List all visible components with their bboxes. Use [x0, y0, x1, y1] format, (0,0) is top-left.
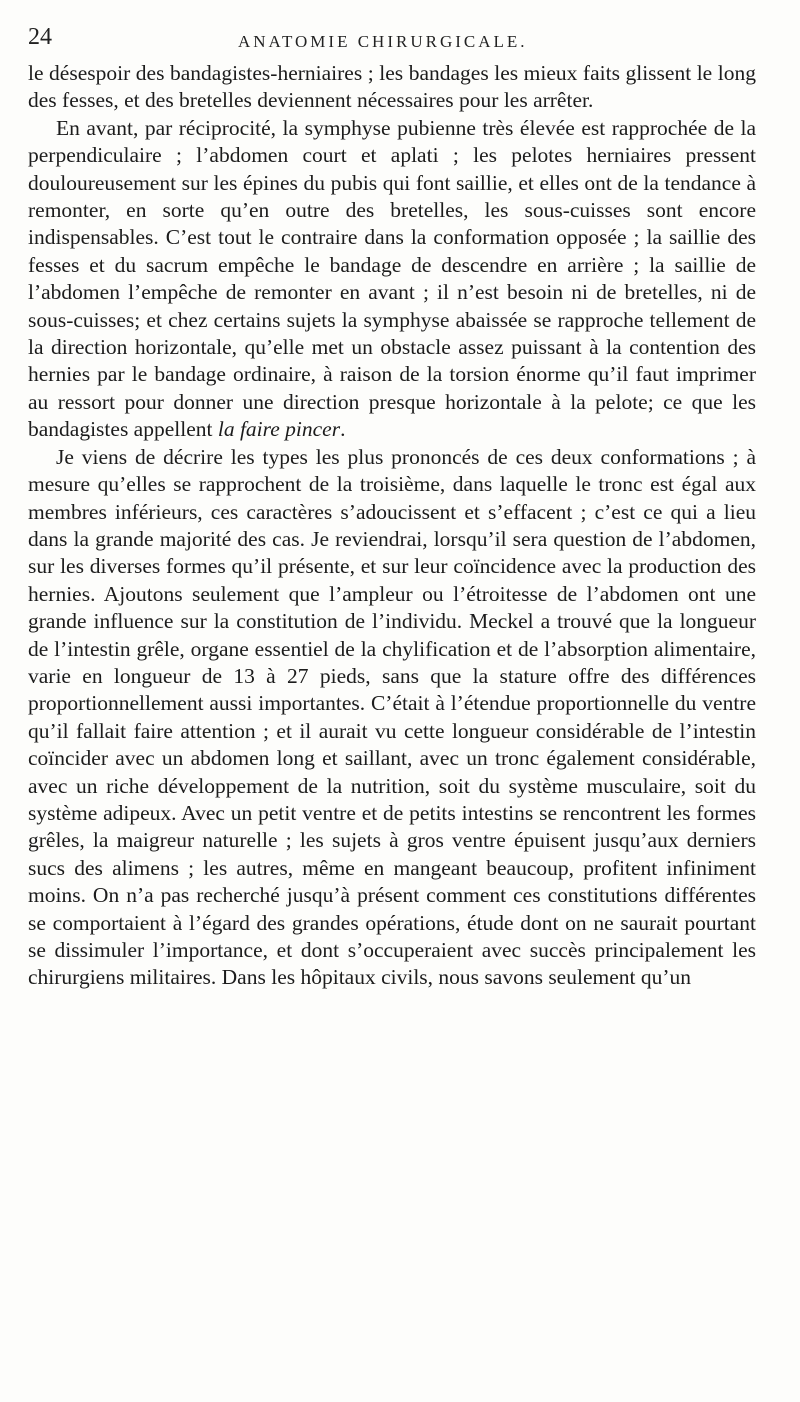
body-text [28, 60, 756, 992]
paragraph-text: En avant, par réciprocité, la symphyse pubienne très élevée est rapprochée de la perpendiculaire ; l’abdomen court et aplati ; les pelotes herniaires pressent douloureusement sur les épines du pubis qui font saillie, et elles ont de la tendance à remonter, en sorte qu’en outre des bretelles, les sous-cuisses sont encore indispensables. C’est tout le contraire dans la conformation opposée ; la saillie des fesses et du sacrum empêche le bandage de descendre en arrière ; la saillie de l’abdomen l’empêche de remonter en avant ; il n’est besoin ni de bretelles, ni de sous-cuisses; et chez certains sujets la symphyse abaissée se rapproche tellement de la direction horizontale, qu’elle met un obstacle assez puissant à la contention des hernies par le bandage ordinaire, à raison de la torsion énorme qu’il faut imprimer au ressort pour donner une direction presque horizontale à la pelote; ce que les bandagistes appellent [28, 115, 756, 442]
running-title: ANATOMIE CHIRURGICALE. [238, 32, 528, 51]
italic-phrase: la faire pincer [217, 417, 341, 442]
paragraph-continuation: le désespoir des bandagistes-herniaires ; les bandages les mieux faits glissent le long des fesses, et des bretelles deviennent nécessaires pour les arrêter. [28, 61, 756, 113]
paragraph-types: Je viens de décrire les types les plus prononcés de ces deux conformations ; à mesure qu’elles se rapprochent de la troisième, dans laquelle le tronc est égal aux membres inférieurs, ces caractères s’adoucissent et s’effacent ; c’est ce qui a lieu dans la grande majorité des cas. Je reviendrai, lorsqu’il sera question de l’abdomen, sur les diverses formes qu’il présente, et sur leur coïncidence avec la production des hernies. Ajoutons seulement que l’ampleur ou l’étroitesse de l’abdomen ont une grande influence sur la constitution de l’individu. Meckel a trouvé que la longueur de l’intestin grêle, organe essentiel de la chylification et de l’absorption alimentaire, varie en longueur de 13 à 27 pieds, sans que la stature offre des différences proportionnellement aussi importantes. C’était à l’étendue proportionnelle du ventre qu’il fallait faire attention ; et il aurait vu cette longueur considérable de l’intestin coïncider avec un abdomen long et saillant, avec un tronc également considérable, avec un riche développement de la nutrition, soit du système musculaire, soit du système adipeux. Avec un petit ventre et de petits intestins se rencontrent les formes grêles, la maigreur naturelle ; les sujets à gros ventre épuisent jusqu’aux derniers sucs des alimens ; les autres, même en mangeant beaucoup, profitent infiniment moins. On n’a pas recherché jusqu’à présent comment ces constitutions différentes se comportaient à l’égard des grandes opérations, étude dont on ne saurait pourtant se dissimuler l’importance, et dont s’occuperaient avec succès principalement les chirurgiens militaires. Dans les hôpitaux civils, nous savons seulement qu’un [28, 444, 756, 990]
paragraph-conformation [28, 115, 756, 444]
page-number: 24 [28, 24, 52, 50]
paragraph-text-end: . [340, 417, 346, 442]
running-header [28, 24, 748, 60]
